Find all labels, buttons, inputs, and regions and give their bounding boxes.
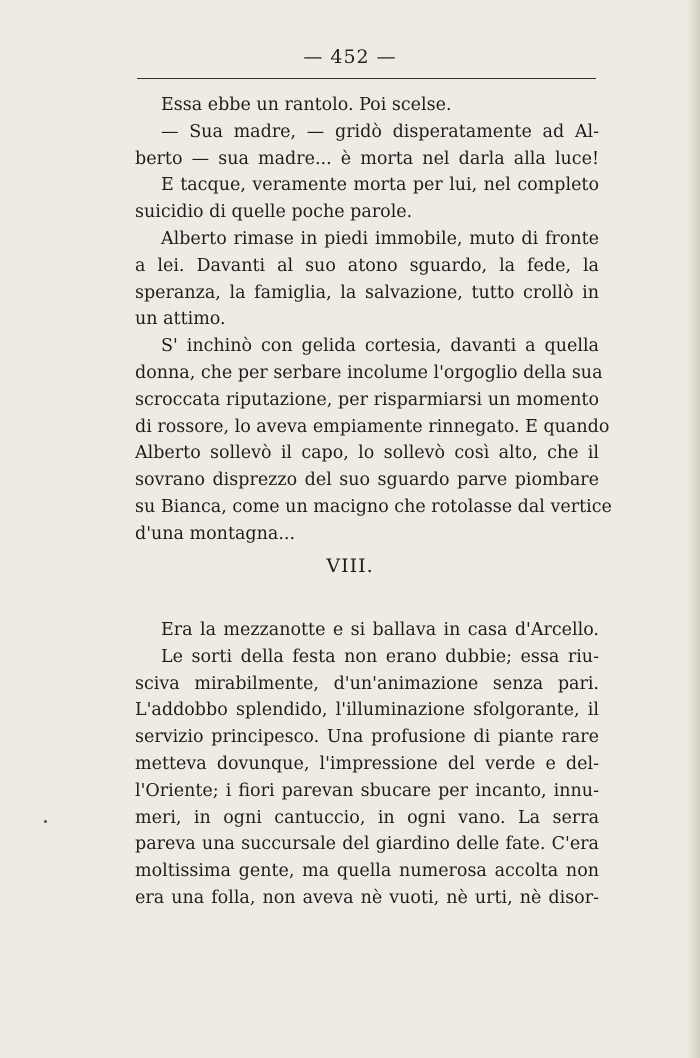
text-line: sovrano disprezzo del suo sguardo parve piombare (135, 470, 599, 491)
text-line: un attimo. (135, 309, 226, 330)
text-line: berto — sua madre... è morta nel darla alla luce! (135, 148, 599, 169)
text-line: Era la mezzanotte e si ballava in casa d'Arcello. (161, 620, 599, 640)
paragraph-block-2 (135, 617, 599, 912)
text-line: scroccata riputazione, per risparmiarsi un momento (135, 389, 599, 410)
text-line: a lei. Davanti al suo atono sguardo, la fede, la (135, 255, 599, 276)
text-line: — Sua madre, — gridò disperatamente ad Al- (161, 121, 599, 142)
text-line: metteva dovunque, l'impressione del verde e del- (135, 753, 599, 774)
text-line: pareva una succursale del giardino delle fate. C'era (135, 834, 599, 855)
text-line: sciva mirabilmente, d'un'animazione senza pari. (135, 673, 599, 694)
text-line: Essa ebbe un rantolo. Poi scelse. (161, 95, 452, 115)
page-number: — 452 — (303, 46, 397, 68)
text-line: Le sorti della festa non erano dubbie; essa riu- (161, 646, 599, 667)
text-line: donna, che per serbare incolume l'orgoglio della sua (135, 362, 603, 383)
text-line: E tacque, veramente morta per lui, nel completo (161, 175, 599, 196)
page-edge-shadow (686, 0, 700, 1058)
text-line: Alberto rimase in piedi immobile, muto di fronte (161, 228, 599, 249)
text-line: Alberto sollevò il capo, lo sollevò così alto, che il (135, 443, 599, 464)
text-line: di rossore, lo aveva empiamente rinnegato. E quando (135, 416, 610, 437)
text-line: d'una montagna... (135, 523, 296, 544)
header-rule (137, 78, 596, 79)
paragraph-block-1 (135, 92, 612, 548)
text-line: moltissima gente, ma quella numerosa accolta non (135, 861, 599, 882)
text-line: speranza, la famiglia, la salvazione, tutto crollò in (135, 282, 599, 303)
section-heading: VIII. (326, 555, 374, 577)
paper-speck (44, 820, 47, 823)
text-line: suicidio di quelle poche parole. (135, 202, 413, 223)
text-line: S' inchinò con gelida cortesia, davanti a quella (161, 336, 599, 357)
text-line: era una folla, non aveva nè vuoti, nè urti, nè disor- (135, 887, 599, 908)
text-line: L'addobbo splendido, l'illuminazione sfolgorante, il (135, 700, 599, 721)
text-line: meri, in ogni cantuccio, in ogni vano. La serra (135, 807, 599, 828)
text-line: l'Oriente; i fiori parevan sbucare per incanto, innu- (135, 780, 599, 801)
text-line: servizio principesco. Una profusione di piante rare (135, 727, 599, 748)
text-line: su Bianca, come un macigno che rotolasse dal vertice (135, 496, 612, 517)
